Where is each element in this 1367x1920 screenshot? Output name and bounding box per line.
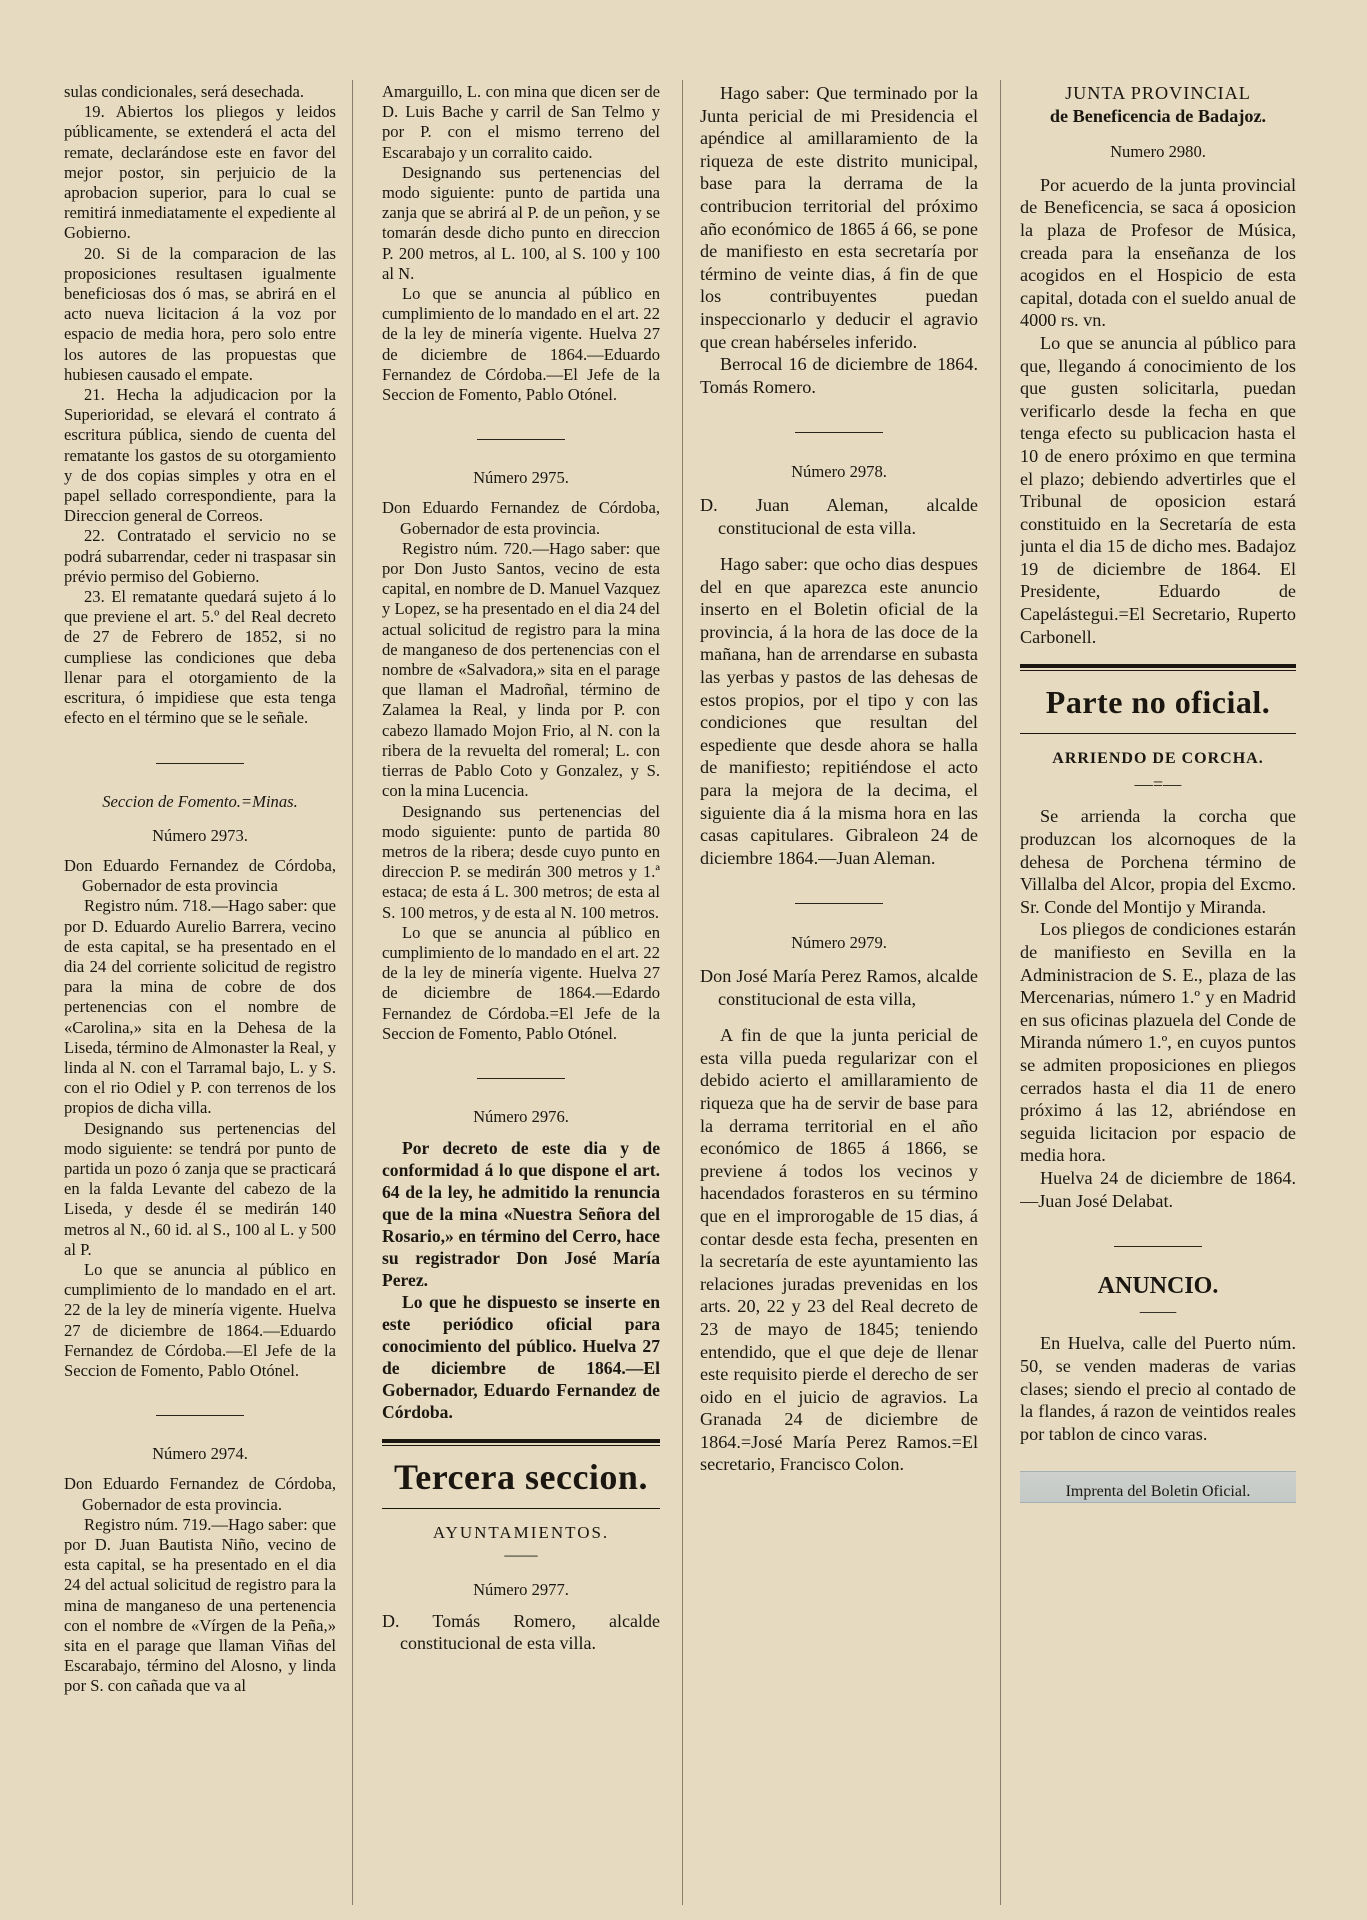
divider [1020, 733, 1296, 734]
paragraph: Por decreto de este dia y de conformidad á lo que dispone el art. 64 de la ley, he admitido la renuncia que de la mina «Nuestra Señora del Rosario,» en término del Cerro, hace su registrador Don José María Perez. [382, 1138, 660, 1291]
dash-ornament: —=— [1134, 773, 1182, 794]
notice-number: Número 2978. [791, 462, 887, 482]
column-rule [682, 80, 683, 1905]
section-title: Parte no oficial. [1045, 684, 1271, 721]
section-title: ANUNCIO. [1097, 1273, 1219, 1300]
divider [382, 1508, 660, 1509]
notice-number: Número 2975. [473, 468, 569, 488]
column-1 [64, 82, 336, 1912]
paragraph: Amarguillo, L. con mina que dicen ser de D. Luis Bache y carril de San Telmo y por P. con el mismo terreno del Escarabajo y un corralito caido. [382, 82, 660, 162]
paragraph: Por acuerdo de la junta provincial de Beneficencia, se saca á oposicion la plaza de Profesor de Música, creada para la enseñanza de los acogidos en el Hospicio de esta capital, dotada con el sueldo anual de 4000 rs. vn. [1020, 174, 1296, 331]
section-subtitle: AYUNTAMIENTOS. [432, 1523, 610, 1543]
divider [477, 439, 565, 440]
paragraph: Registro núm. 719.—Hago saber: que por D. Juan Bautista Niño, vecino de esta capital, se ha presentado en el dia 24 del actual solicitud de registro para la mina de manganeso de una pertenencia con el nombre de «Vírgen de la Peña,» sita en el parage que llaman Viñas del Escarabajo, término del Alosno, y linda por S. con cañada que va al [64, 1514, 336, 1696]
paragraph: Registro núm. 720.—Hago saber: que por Don Justo Santos, vecino de esta capital, en nombre de D. Manuel Vazquez y Lopez, se ha presentado en el dia 24 del actual solicitud de registro para la mina de manganeso de dos pertenencias con el nombre de «Salvadora,» sita en el parage que llaman el Madroñal, término de Zalamea la Real, y linda por P. con cabezo llamado Mojon Frio, al N. con la ribera de la revuelta del romeral; L. con tierras de Pablo Coto y Gonzalez, y S. con la mina Lucencia. [382, 538, 660, 801]
dash-ornament: —— [504, 1545, 538, 1565]
notice-heading: D. Juan Aleman, alcalde constitucional de esta villa. [700, 494, 978, 538]
column-2 [382, 82, 660, 1912]
divider [1020, 670, 1296, 671]
notice-number: Número 2973. [152, 825, 248, 845]
paragraph: Designando sus pertenencias del modo siguiente: punto de partida 80 metros de la ribera; desde cuyo punto en direccion P. se medirán 300 metros y 1.ª estaca; de esta á L. 300 metros; de esta al S. 100 metros, y de esta al N. 100 metros. [382, 801, 660, 922]
column-4 [1020, 82, 1296, 1912]
notice-heading: Don Eduardo Fernandez de Córdoba, Gobernador de esta provincia [64, 855, 336, 896]
dash-ornament: —— [1139, 1300, 1177, 1321]
divider [477, 1078, 565, 1079]
notice-number: Número 2974. [152, 1444, 248, 1464]
divider [795, 903, 883, 904]
paragraph: A fin de que la junta pericial de esta villa pueda regularizar con el debido acierto el amillaramiento de riqueza que ha de servir de base para la derrama territorial en el año económico de 1865 á 1866, se previene á todos los vecinos y hacendados forasteros en su término que en el improrogable de 15 dias, á contar desde esta fecha, presenten en la secretaría de este ayuntamiento las relaciones juradas prevenidas en los arts. 20, 22 y 23 del Real decreto de 23 de mayo de 1845; teniendo entendido, que el que deje de llenar este requisito pierde el derecho de ser oido en el juicio de agravios. La Granada 24 de diciembre de 1864.=José María Perez Ramos.=El secretario, Francisco Colon. [700, 1025, 978, 1475]
divider [156, 763, 244, 764]
paragraph: 23. El rematante quedará sujeto á lo que previene el art. 5.º del Real decreto de 27 de Febrero de 1852, si no cumpliese las condiciones que deba llenar para el otorgamiento de la escritura, ó impidiese que esta tenga efecto en el término que se le señale. [64, 587, 336, 728]
paragraph: 21. Hecha la adjudicacion por la Superioridad, se elevará el contrato á escritura pública, siendo de cuenta del rematante los gastos de su otorgamiento y de dos copias simples y otra en el papel sellado correspondiente, para la Direccion general de Correos. [64, 385, 336, 526]
notice-heading: Don José María Perez Ramos, alcalde constitucional de esta villa, [700, 966, 978, 1009]
section-subtitle: ARRIENDO DE CORCHA. [1052, 750, 1264, 768]
paragraph: Berrocal 16 de diciembre de 1864. Tomás Romero. [700, 354, 978, 397]
notice-heading: D. Tomás Romero, alcalde constitucional de esta villa. [382, 1610, 660, 1653]
column-3 [700, 82, 978, 1912]
paragraph: En Huelva, calle del Puerto núm. 50, se venden maderas de varias clases; siendo el precio al contado de la flandes, á razon de veintidos reales por tablon de cinco varas. [1020, 1333, 1296, 1444]
paragraph: sulas condicionales, será desechada. [64, 82, 305, 101]
notice-number: Número 2979. [791, 933, 887, 953]
notice-heading: de Beneficencia de Badajoz. [1049, 105, 1267, 126]
paragraph: Registro núm. 718.—Hago saber: que por D. Eduardo Aurelio Barrera, vecino de esta capital, se ha presentado en el dia 24 del corriente solicitud de registro para la mina de cobre de dos pertenencias con el nombre de «Carolina,» sita en la Dehesa de la Liseda, término de Almonaster la Real, y linda al N. con el Tarramal bajo, L. y S. con el rio Odiel y P. con terrenos de los propios de dicha villa. [64, 896, 336, 1118]
paragraph: 20. Si de la comparacion de las proposiciones resultasen igualmente beneficiosas dos ó mas, se abrirá en el acto nueva licitacion á la voz por espacio de media hora, pero solo entre los autores de las propuestas que hubiesen causado el empate. [64, 243, 336, 384]
section-title: Tercera seccion. [394, 1457, 648, 1498]
paragraph: Lo que he dispuesto se inserte en este periódico oficial para conocimiento del público. Huelva 27 de diciembre de 1864.—El Gobernador, Eduardo Fernandez de Córdoba. [382, 1292, 660, 1423]
paragraph: 22. Contratado el servicio no se podrá subarrendar, ceder ni traspasar sin prévio permiso del Gobierno. [64, 526, 336, 586]
paragraph: Designando sus pertenencias del modo siguiente: punto de partida una zanja que se abrirá al P. de un peñon, y se tomarán desde dicho punto en direccion P. 200 metros, al L. 100, al S. 100 y 100 al N. [382, 162, 660, 283]
divider [382, 1445, 660, 1446]
divider [1114, 1246, 1202, 1247]
notice-number: Numero 2980. [1110, 142, 1206, 162]
paragraph: 19. Abiertos los pliegos y leidos públicamente, se extenderá el acta del remate, declarándose este en favor del mejor postor, sin perjuicio de la aprobacion superior, para lo cual se remitirá inmediatamente el expediente al Gobierno. [64, 102, 336, 243]
divider [795, 432, 883, 433]
paragraph: Los pliegos de condiciones estarán de manifiesto en Sevilla en la Administracion de S. E., plaza de las Mercenarias, número 1.º y en Madrid en sus oficinas plazuela del Conde de Miranda número 1.º, en cuyos puntos se admiten proposiciones en pliegos cerrados hasta el dia 11 de enero próximo á las 12, abriéndose en seguida licitacion por espacio de media hora. [1020, 919, 1296, 1166]
paragraph: Designando sus pertenencias del modo siguiente: se tendrá por punto de partida un pozo ó zanja que se practicará en la falda Levante del cabezo de la Liseda, y desde él se medirán 140 metros al N., 60 id. al S., 100 al L. y 500 al P. [64, 1118, 336, 1259]
paragraph: Lo que se anuncia al público en cumplimiento de lo mandado en el art. 22 de la ley de minería vigente. Huelva 27 de diciembre de 1864.—Eduardo Fernandez de Córdoba.—El Jefe de la Seccion de Fomento, Pablo Otónel. [64, 1259, 336, 1380]
paragraph: Lo que se anuncia al público en cumplimiento de lo mandado en el art. 22 de la ley de minería vigente. Huelva 27 de diciembre de 1864.—Edardo Fernandez de Córdoba.=El Jefe de la Seccion de Fomento, Pablo Otónel. [382, 922, 660, 1043]
paragraph: Hago saber: Que terminado por la Junta pericial de mi Presidencia el apéndice al amillaramiento de la riqueza de este distrito municipal, base para la derrama de la contribucion territorial del próximo año económico de 1865 á 66, se pone de manifiesto en esta secretaría por término de veinte dias, á fin de que los contribuyentes puedan inspeccionarlo y deducir el agravio que crean habérseles inferido. [700, 83, 978, 352]
divider [1020, 664, 1296, 668]
column-rule [352, 80, 353, 1905]
paragraph: Huelva 24 de diciembre de 1864.—Juan José Delabat. [1020, 1167, 1296, 1211]
printer-imprint: Imprenta del Boletin Oficial. [1065, 1483, 1251, 1501]
column-rule [1000, 80, 1001, 1905]
paragraph: Lo que se anuncia al público para que, llegando á conocimiento de los que gusten solicitarla, puedan verificarlo desde la fecha en que tenga efecto su publicacion hasta el 10 de enero próximo en que termina el plazo; debiendo advertirles que el Tribunal de oposicion estará constituido en la Secretaría de esta junta el dia 15 de dicho mes. Badajoz 19 de diciembre de 1864. El Presidente, Eduardo de Capelástegui.=El Secretario, Ruperto Carbonell. [1020, 332, 1296, 647]
notice-number: Número 2977. [473, 1579, 569, 1599]
notice-heading: Don Eduardo Fernandez de Córdoba, Gobernador de esta provincia. [64, 1474, 336, 1514]
paragraph: Hago saber: que ocho dias despues del en que aparezca este anuncio inserto en el Boletin oficial de la provincia, á la hora de las doce de la mañana, han de arrendarse en subasta las yerbas y pastos de las dehesas de estos propios, por el tipo y con las condiciones que resultan del espediente que desde ahora se halla de manifiesto; repitiéndose el acto para la mejora de la decima, el siguiente dia á la misma hora en las casas capitulares. Gibraleon 24 de diciembre 1864.—Juan Aleman. [700, 554, 978, 868]
paragraph: Lo que se anuncia al público en cumplimiento de lo mandado en el art. 22 de la ley de minería vigente. Huelva 27 de diciembre de 1864.—Eduardo Fernandez de Córdoba.—El Jefe de la Seccion de Fomento, Pablo Otónel. [382, 284, 660, 405]
notice-number: Número 2976. [473, 1106, 569, 1126]
paragraph: Se arrienda la corcha que produzcan los alcornoques de la dehesa de Porchena término de Villalba del Alcor, propia del Excmo. Sr. Conde del Montijo y Miranda. [1020, 806, 1296, 917]
section-heading: Seccion de Fomento.=Minas. [102, 791, 298, 811]
notice-heading: JUNTA PROVINCIAL [1065, 83, 1251, 103]
divider [156, 1415, 244, 1416]
divider [382, 1439, 660, 1443]
notice-heading: Don Eduardo Fernandez de Córdoba, Gobernador de esta provincia. [382, 498, 660, 538]
